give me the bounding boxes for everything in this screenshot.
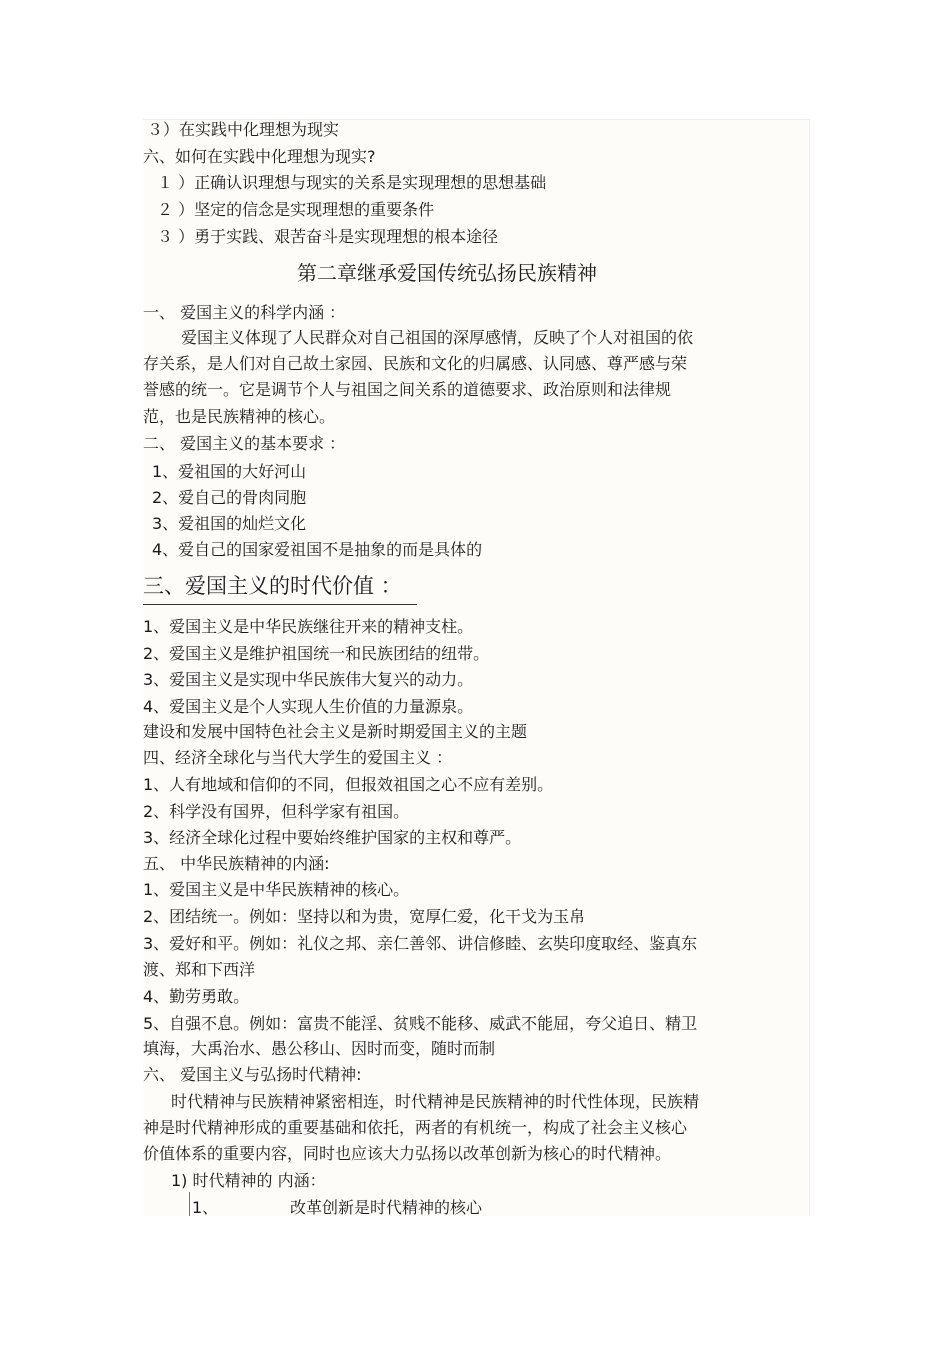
list-item: ３ ）勇于实践、艰苦奋斗是实现理想的根本途径 — [157, 227, 499, 246]
list-item: 4、爱自己的国家爱祖国不是抽象的而是具体的 — [152, 540, 483, 559]
list-item: 2、爱国主义是维护祖国统一和民族团结的纽带。 — [143, 644, 490, 663]
heading-underline — [143, 604, 417, 605]
paragraph-line: 神是时代精神形成的重要基础和依托，两者的有机统一，构成了社会主义核心 — [143, 1118, 688, 1137]
list-item: 4、爱国主义是个人实现人生价值的力量源泉。 — [143, 697, 474, 716]
chapter-title: 第二章继承爱国传统弘扬民族精神 — [297, 261, 597, 285]
list-item: 1、爱国主义是中华民族继往开来的精神支柱。 — [143, 617, 474, 636]
list-item-continuation: 填海，大禹治水、愚公移山、因时而变，随时而制 — [143, 1039, 496, 1058]
paragraph-line: 誉感的统一。它是调节个人与祖国之间关系的道德要求、政治原则和法律规 — [143, 380, 672, 399]
sub-heading: 1) 时代精神的 内涵： — [171, 1171, 326, 1190]
list-item: ２ ）坚定的信念是实现理想的重要条件 — [157, 200, 435, 219]
list-item: 改革创新是时代精神的核心 — [290, 1198, 483, 1217]
list-item: 2、科学没有国界，但科学家有祖国。 — [143, 802, 410, 821]
list-item: 2、爱自己的骨肉同胞 — [152, 488, 307, 507]
list-item: 3、爱国主义是实现中华民族伟大复兴的动力。 — [143, 670, 474, 689]
list-item: １ ）正确认识理想与现实的关系是实现理想的思想基础 — [157, 173, 547, 192]
section-heading: 四、经济全球化与当代大学生的爱国主义 ： — [143, 748, 453, 767]
text-line: 建设和发展中国特色社会主义是新时期爱国主义的主题 — [143, 722, 528, 741]
list-number: 1、 — [192, 1198, 219, 1217]
section-heading: 六、 爱国主义与弘扬时代精神: — [143, 1065, 362, 1084]
section-heading-large — [143, 572, 402, 600]
section-heading: 二、 爱国主义的基本要求 ： — [143, 434, 346, 453]
section-heading: 一、 爱国主义的科学内涵 ： — [143, 303, 346, 322]
list-item: 3、爱好和平。例如：礼仪之邦、亲仁善邻、讲信修睦、玄奘印度取经、鉴真东 — [143, 934, 698, 953]
list-item: 3、爱祖国的灿烂文化 — [152, 514, 307, 533]
paragraph-line: 爱国主义体现了人民群众对自己祖国的深厚感情，反映了个人对祖国的依 — [181, 328, 694, 347]
paragraph-line: 范，也是民族精神的核心。 — [143, 407, 336, 426]
margin-bar — [189, 1192, 190, 1216]
section-heading: 六、如何在实践中化理想为现实? — [143, 147, 376, 166]
list-item: 5、自强不息。例如：富贵不能淫、贫贱不能移、威武不能屈，夸父追日、精卫 — [143, 1014, 698, 1033]
paragraph-line: 价值体系的重要内容，同时也应该大力弘扬以改革创新为核心的时代精神。 — [143, 1144, 672, 1163]
section-heading: 五、 中华民族精神的内涵: — [143, 854, 330, 873]
list-item: 1、爱国主义是中华民族精神的核心。 — [143, 880, 410, 899]
list-item: 3、经济全球化过程中要始终维护国家的主权和尊严。 — [143, 828, 522, 847]
paragraph-line: 存关系，是人们对自己故土家园、民族和文化的归属感、认同感、尊严感与荣 — [143, 354, 688, 373]
list-item-continuation: 渡、郑和下西洋 — [143, 960, 256, 979]
section-heading-text: 三、爱国主义的时代价值 ： — [143, 574, 402, 598]
list-item: 1、爱祖国的大好河山 — [152, 462, 307, 481]
list-item: 1、人有地域和信仰的不同，但报效祖国之心不应有差别。 — [143, 775, 554, 794]
text-line: ３）在实践中化理想为现实 — [147, 120, 340, 139]
list-item: 4、勤劳勇敢。 — [143, 987, 250, 1006]
list-item: 2、团结统一。例如：坚持以和为贵，宽厚仁爱，化干戈为玉帛 — [143, 907, 586, 926]
paragraph-line: 时代精神与民族精神紧密相连，时代精神是民族精神的时代性体现，民族精 — [171, 1092, 700, 1111]
